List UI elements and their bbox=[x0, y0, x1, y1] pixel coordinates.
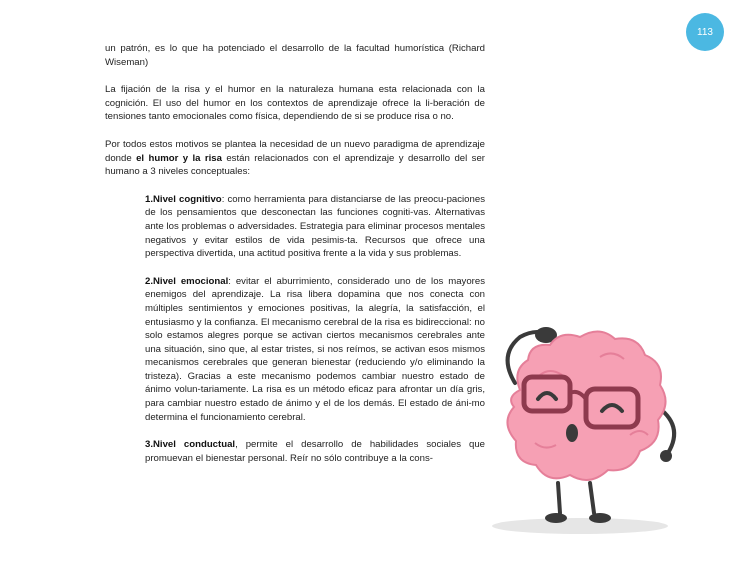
right-leg bbox=[590, 483, 594, 513]
left-shoe bbox=[545, 513, 567, 523]
paragraph-1: un patrón, es lo que ha potenciado el desarrollo de la facultad humorística (Richard Wiseman) bbox=[105, 43, 485, 68]
ground-shadow bbox=[492, 518, 668, 534]
paragraph-3-text-b: están relacionados con el aprendizaje y desarrollo del ser humano a 3 niveles conceptuales: bbox=[105, 152, 485, 178]
mouth bbox=[566, 424, 578, 442]
level-text: , permite el desarrollo de habilidades sociales que promuevan el bienestar personal. Reír no sólo contribuye a la cons- bbox=[145, 439, 485, 464]
level-behavioral bbox=[145, 438, 485, 465]
paragraph-3-bold: el humor y la risa bbox=[136, 152, 222, 164]
level-text: : evitar el aburrimiento, considerado uno de los mayores enemigos del aprendizaje. La risa libera dopamina que nos conecta con múltiples sentimientos y emociones positivas, la alegría, la satisfacción, el entusiasmo y la confianza. El mecanismo cerebral de la risa es bidireccional: no solo estamos alegres porque se activan ciertos mecanismos cerebrales ante una situación, sino que, al estar tristes, si nos reímos, se activan esos mismos mecanismos cerebrales que generan bienestar (reduciendo y/o eliminando la tristeza). Gracias a este mecanismo podemos cambiar nuestro estado de ánimo volun-tariamente. La risa es un método eficaz para afrontar un día gris, para cambiar nuestro estado de ánimo y el de los demás. El estado de áni-mo determina el funcionamiento cerebral. bbox=[145, 275, 486, 423]
level-title: 3.Nivel conductual bbox=[145, 439, 236, 451]
brain-illustration bbox=[490, 315, 690, 540]
level-cognitive bbox=[145, 193, 485, 261]
page-number: 113 bbox=[697, 26, 713, 38]
left-leg bbox=[558, 483, 560, 513]
paragraph-3-text-a: Por todos estos motivos se plantea la necesidad de un nuevo paradigma de aprendizaje donde bbox=[105, 138, 485, 164]
side-hand bbox=[660, 450, 672, 462]
page-number-badge bbox=[686, 13, 724, 51]
level-title: 1.Nivel cognitivo bbox=[145, 193, 222, 205]
body-text bbox=[105, 42, 485, 479]
level-emotional bbox=[145, 275, 485, 425]
paragraph-3 bbox=[105, 138, 485, 179]
level-text: : como herramienta para distanciarse de las preocu-paciones de los pensamientos que desconectan las funciones cogniti-vas. Alternativas ante los problemas o adversidades. Estrategia para eliminar procesos mentales negativos y evitar estilos de vida pesimis-ta. Recursos que ofrece una perspectiva divertida, una actitud positiva frente a la vida y sus problemas. bbox=[145, 193, 485, 260]
level-title: 2.Nivel emocional bbox=[145, 275, 229, 287]
right-shoe bbox=[589, 513, 611, 523]
paragraph-2: La fijación de la risa y el humor en la naturaleza humana esta relacionada con la cognición. El uso del humor en los contextos de aprendizaje ofrece la li-beración de tensiones tanto emocionales como física, dependiendo de si se produce risa o no. bbox=[105, 84, 485, 123]
